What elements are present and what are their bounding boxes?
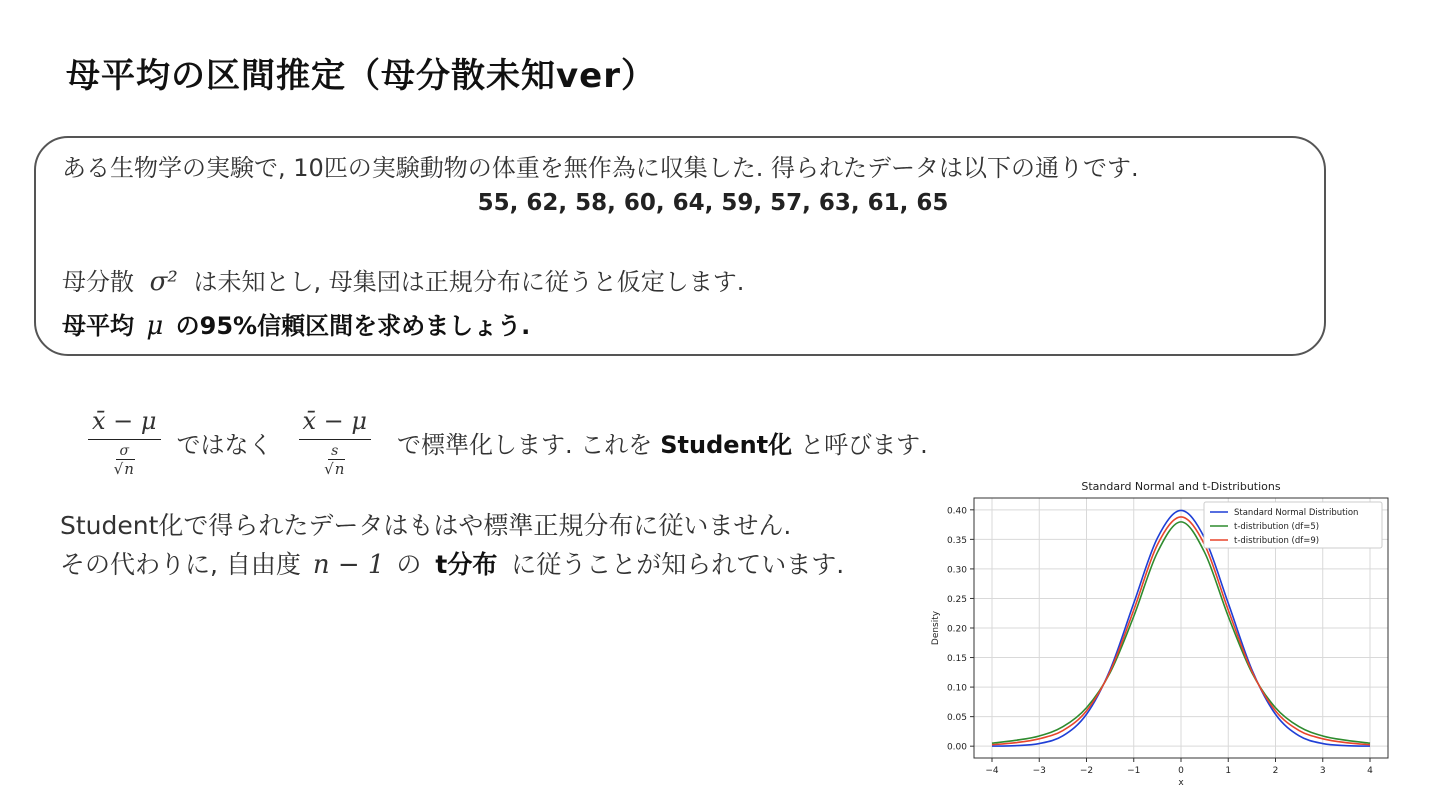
mu-symbol: μ	[146, 311, 164, 341]
t-distribution-term: t分布	[435, 550, 498, 579]
y-tick-label: 0.00	[946, 742, 967, 753]
x-tick-label: −4	[985, 766, 999, 776]
y-tick-label: 0.35	[946, 535, 967, 546]
problem-line-2	[62, 262, 744, 297]
z-denominator-sqrt: √n	[113, 459, 134, 478]
formula-text-1: ではなく	[176, 430, 273, 459]
formula-line	[78, 402, 928, 482]
y-tick-label: 0.15	[946, 654, 967, 665]
sigma-squared-symbol: σ²	[149, 267, 178, 297]
y-tick-label: 0.10	[946, 683, 967, 694]
y-tick-label: 0.40	[946, 506, 967, 517]
z-score-fraction	[88, 407, 161, 478]
t-score-fraction	[299, 407, 372, 478]
legend-label: t-distribution (df=9)	[1234, 536, 1320, 546]
legend-label: t-distribution (df=5)	[1234, 522, 1320, 532]
y-tick-label: 0.30	[946, 565, 967, 576]
y-tick-label: 0.25	[946, 594, 967, 605]
y-tick-label: 0.05	[946, 713, 967, 724]
x-tick-label: 1	[1225, 766, 1232, 776]
formula-text-2: で標準化します. これを	[397, 430, 653, 459]
slide-title: 母平均の区間推定（母分散未知ver）	[66, 56, 656, 96]
x-tick-label: 2	[1272, 766, 1279, 776]
z-denominator	[114, 440, 135, 478]
x-tick-label: −3	[1032, 766, 1046, 776]
explanation-line-2-pre: その代わりに, 自由度	[60, 550, 301, 579]
explanation-line-1: Student化で得られたデータはもはや標準正規分布に従いません.	[60, 511, 792, 540]
y-axis-label: Density	[931, 610, 941, 646]
problem-line-2-post: は未知とし, 母集団は正規分布に従うと仮定します.	[193, 268, 745, 296]
problem-line-3	[62, 306, 530, 341]
explanation-line-2-mid: の	[396, 550, 422, 579]
problem-line-3-post: の95%信頼区間を求めましょう.	[175, 312, 531, 340]
x-axis-label: x	[1178, 778, 1184, 786]
n-minus-1-symbol: n − 1	[312, 550, 385, 580]
x-tick-label: 4	[1367, 766, 1373, 776]
z-numerator: x̄ − μ	[88, 407, 161, 440]
explanation-line-2	[60, 545, 844, 581]
x-tick-label: 3	[1319, 766, 1326, 776]
formula-text-3: と呼びます.	[800, 430, 928, 459]
z-denominator-top: σ	[116, 443, 132, 460]
problem-line-3-pre: 母平均	[62, 312, 134, 340]
chart-title: Standard Normal and t-Distributions	[1081, 480, 1281, 493]
y-tick-label: 0.20	[946, 624, 967, 635]
data-values: 55, 62, 58, 60, 64, 59, 57, 63, 61, 65	[477, 190, 949, 216]
problem-line-1: ある生物学の実験で, 10匹の実験動物の体重を無作為に収集した. 得られたデータは以下の通りです.	[62, 154, 1139, 182]
t-denominator	[324, 440, 345, 478]
explanation-line-2-post: に従うことが知られています.	[511, 550, 845, 579]
x-tick-label: −1	[1127, 766, 1141, 776]
student-term: Student化	[660, 430, 793, 459]
distribution-chart	[926, 476, 1396, 786]
x-tick-label: −2	[1079, 766, 1094, 776]
problem-line-2-pre: 母分散	[62, 268, 134, 296]
t-denominator-top: s	[328, 443, 341, 460]
legend-label: Standard Normal Distribution	[1234, 508, 1359, 518]
t-denominator-sqrt: √n	[324, 459, 345, 478]
z-denominator-n: n	[124, 459, 134, 478]
x-tick-label: 0	[1178, 766, 1184, 776]
t-denominator-n: n	[334, 459, 345, 478]
chart-svg	[926, 476, 1396, 786]
t-numerator: x̄ − μ	[299, 407, 372, 440]
